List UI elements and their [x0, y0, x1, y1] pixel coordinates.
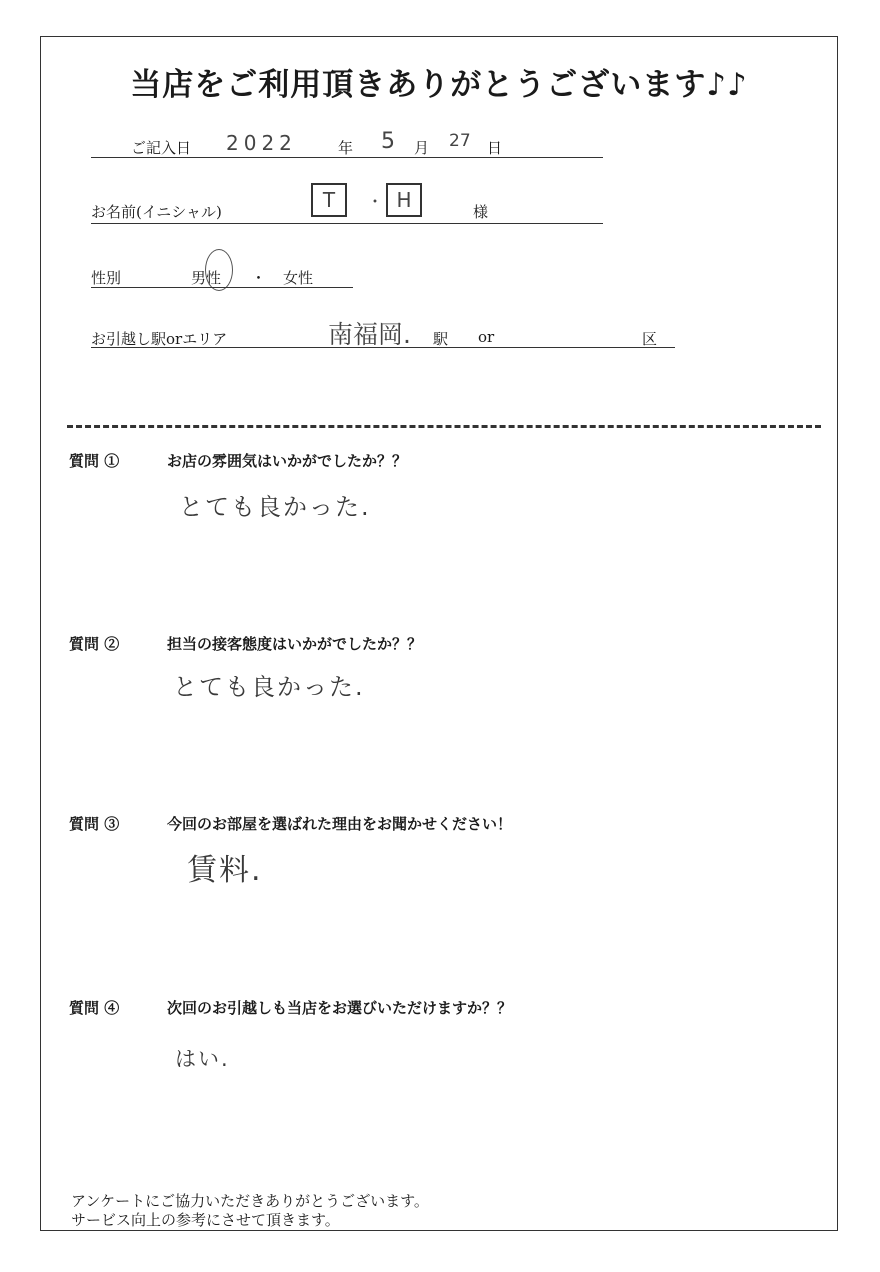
- entry-date-underline: [91, 157, 603, 158]
- question-3-answer: 賃料.: [187, 853, 263, 888]
- gender-underline: [91, 287, 353, 288]
- footer-note: サービス向上の参考にさせて頂きます。: [71, 1211, 340, 1229]
- area-station-value: 南福岡.: [328, 320, 411, 349]
- entry-day-value: 27: [449, 131, 471, 151]
- initial-box-2: [386, 183, 422, 217]
- entry-month-unit: 月: [414, 139, 430, 157]
- gender-label: 性別: [91, 269, 122, 287]
- footer-thanks: アンケートにご協力いただきありがとうございます。: [71, 1192, 429, 1210]
- gender-dot: ・: [251, 269, 267, 287]
- initial-2-value: H: [396, 188, 412, 212]
- question-4-label: 質問 ④: [69, 999, 120, 1017]
- name-underline: [91, 223, 603, 224]
- entry-date-label: ご記入日: [131, 139, 192, 157]
- question-1-answer: とても良かった.: [179, 493, 371, 521]
- question-4-text: 次回のお引越しも当店をお選びいただけますか？？: [167, 999, 513, 1017]
- initial-1-value: T: [322, 188, 336, 212]
- area-or: or: [478, 328, 495, 346]
- initial-box-1: [311, 183, 347, 217]
- name-suffix: 様: [473, 203, 489, 221]
- page-title: 当店をご利用頂きありがとうございます♪♪: [130, 67, 748, 103]
- question-3-label: 質問 ③: [69, 815, 120, 833]
- question-2-label: 質問 ②: [69, 635, 120, 653]
- question-2-answer: とても良かった.: [173, 673, 365, 701]
- area-station-unit: 駅: [433, 330, 449, 348]
- question-1-label: 質問 ①: [69, 452, 120, 470]
- survey-sheet: [40, 36, 838, 1231]
- section-divider: [67, 425, 821, 428]
- gender-female: 女性: [283, 269, 314, 287]
- entry-month-value: 5: [381, 129, 395, 154]
- question-4-answer: はい.: [175, 1047, 230, 1071]
- gender-male: 男性: [191, 269, 222, 287]
- entry-year-unit: 年: [338, 139, 354, 157]
- area-underline: [91, 347, 675, 348]
- gender-selected-circle: [205, 249, 233, 291]
- question-2-text: 担当の接客態度はいかがでしたか？？: [167, 635, 423, 653]
- area-ward-unit: 区: [642, 330, 658, 348]
- entry-year-value: 2022: [226, 131, 297, 155]
- question-3-text: 今回のお部屋を選ばれた理由をお聞かせください！: [167, 815, 513, 833]
- question-1-text: お店の雰囲気はいかがでしたか？？: [167, 452, 408, 470]
- initial-separator: ・: [367, 192, 384, 211]
- area-label: お引越し駅orエリア: [91, 330, 228, 348]
- name-label: お名前(イニシャル): [91, 203, 222, 221]
- entry-day-unit: 日: [487, 139, 503, 157]
